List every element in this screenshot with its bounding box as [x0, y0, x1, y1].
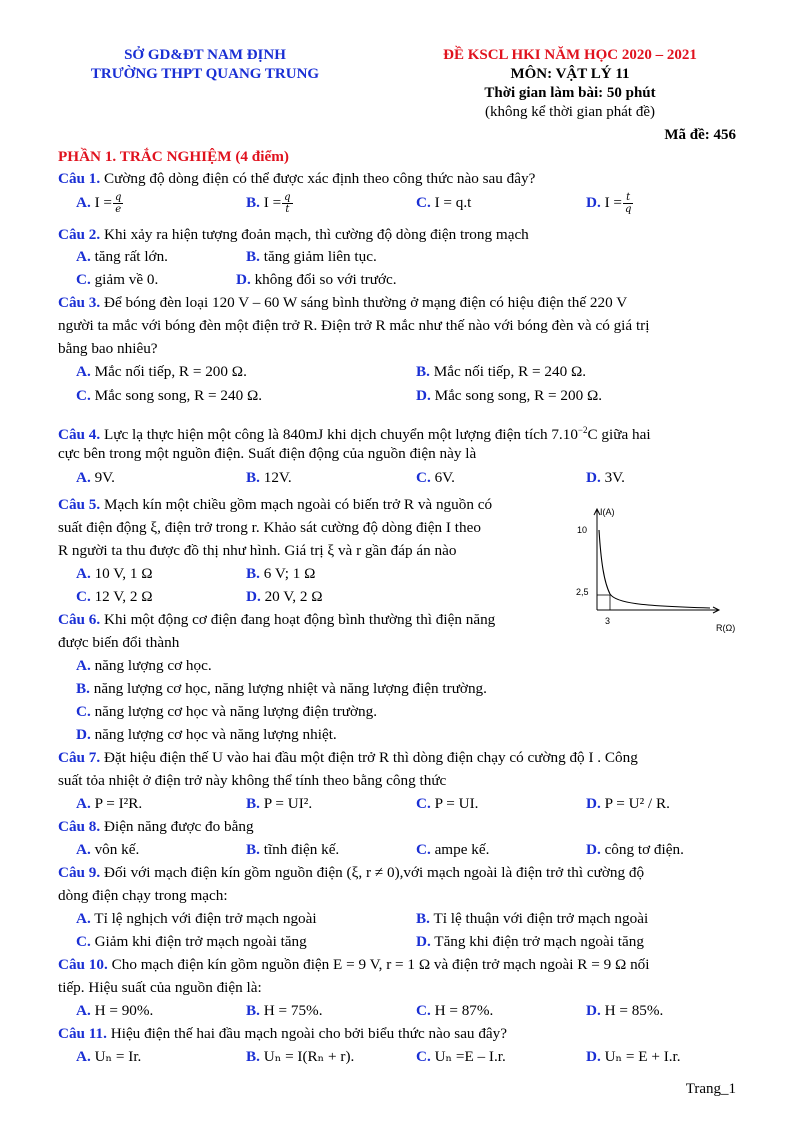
option-a[interactable]: A. 10 V, 1 Ω	[76, 565, 153, 582]
option-c[interactable]: C. Mắc song song, R = 240 Ω.	[76, 387, 263, 404]
question-7: Câu 7. Đặt hiệu điện thế U vào hai đầu một điện trở R thì dòng điện chạy có cường độ I . Công	[58, 749, 638, 766]
graph-ylabel: I(A)	[600, 507, 615, 517]
option-a[interactable]: A. tăng rất lớn.	[76, 248, 168, 265]
option-b[interactable]: B. 6 V; 1 Ω	[246, 565, 316, 582]
option-b[interactable]: B. I = $\frac{q}{t}$	[246, 192, 291, 216]
option-b[interactable]: B. Tỉ lệ thuận với điện trở mạch ngoài	[416, 910, 649, 927]
question-text: Cường độ dòng điện có thể được xác định theo công thức nào sau đây?	[100, 170, 536, 187]
option-b[interactable]: B. P = UI².	[246, 795, 313, 812]
option-a[interactable]: A. I = $\frac{q}{e}$	[76, 192, 122, 216]
exam-time: Thời gian làm bài: 50 phút	[484, 85, 656, 101]
option-b[interactable]: B. tăng giảm liên tục.	[246, 248, 377, 265]
option-c[interactable]: C. H = 87%.	[416, 1002, 494, 1019]
question-5-line3: R người ta thu được đồ thị như hình. Giá trị ξ và r gần đáp án nào	[58, 542, 457, 559]
exam-note: (không kể thời gian phát đề)	[485, 104, 655, 120]
question-10-line2: tiếp. Hiệu suất của nguồn điện là:	[58, 979, 262, 996]
option-d[interactable]: D. I = $\frac{t}{q}$	[586, 192, 632, 216]
option-c[interactable]: C. Uₙ =E – I.r.	[416, 1048, 506, 1065]
question-11: Câu 11. Hiệu điện thế hai đầu mạch ngoài cho bởi biểu thức nào sau đây?	[58, 1025, 507, 1042]
graph-y10-label: 10	[577, 525, 588, 535]
option-a[interactable]: A. Uₙ = Ir.	[76, 1048, 142, 1065]
question-3-line3: bằng bao nhiêu?	[58, 340, 158, 357]
question-3-line2: người ta mắc với bóng đèn một điện trở R. Điện trở R mắc như thế nào với bóng đèn và có giá trị	[58, 317, 650, 334]
header-right	[370, 46, 770, 122]
exam-code: Mã đề: 456	[664, 127, 736, 143]
question-1	[58, 168, 738, 190]
option-a[interactable]: A. Mắc nối tiếp, R = 200 Ω.	[76, 363, 247, 380]
section-title: PHẦN 1. TRẮC NGHIỆM (4 điểm)	[58, 148, 289, 165]
question-6-line2: được biến đổi thành	[58, 634, 180, 651]
option-d[interactable]: D. P = U² / R.	[586, 795, 670, 812]
option-c[interactable]: C. 12 V, 2 Ω	[76, 588, 153, 605]
option-d[interactable]: D. Mắc song song, R = 200 Ω.	[416, 387, 603, 404]
question-8: Câu 8. Điện năng được đo bằng	[58, 818, 254, 835]
option-b[interactable]: B. Uₙ = I(Rₙ + r).	[246, 1048, 355, 1065]
option-b[interactable]: B. 12V.	[246, 469, 292, 486]
question-2: Câu 2. Khi xảy ra hiện tượng đoản mạch, thì cường độ dòng điện trong mạch	[58, 226, 529, 243]
option-c[interactable]: C. 6V.	[416, 469, 455, 486]
option-a[interactable]: A. P = I²R.	[76, 795, 143, 812]
subject-title: MÔN: VẬT LÝ 11	[510, 66, 630, 82]
option-c[interactable]: C. P = UI.	[416, 795, 479, 812]
question-5: Câu 5. Mạch kín một chiều gồm mạch ngoài có biến trở R và nguồn có	[58, 496, 493, 513]
graph-x3-label: 3	[605, 616, 611, 626]
option-d[interactable]: D. công tơ điện.	[586, 841, 684, 858]
question-7-line2: suất tỏa nhiệt ở điện trở này không thể tính theo bằng công thức	[58, 772, 447, 789]
question-9-line2: dòng điện chạy trong mạch:	[58, 887, 228, 904]
graph-y25-label: 2,5	[576, 587, 589, 597]
option-a[interactable]: A. 9V.	[76, 469, 115, 486]
option-c[interactable]: C. ampe kế.	[416, 841, 490, 858]
page-footer: Trang_1	[685, 1081, 736, 1097]
option-c[interactable]: C. I = q.t	[416, 194, 472, 211]
graph-xlabel: R(Ω)	[716, 623, 736, 633]
option-d[interactable]: D. không đổi so với trước.	[236, 271, 397, 288]
question-3: Câu 3. Để bóng đèn loại 120 V – 60 W sáng bình thường ở mạng điện có hiệu điện thế 220 V	[58, 294, 628, 311]
question-4-line2: cực bên trong một nguồn điện. Suất điện động của nguồn điện này là	[58, 445, 477, 462]
option-d[interactable]: D. H = 85%.	[586, 1002, 664, 1019]
school-name: TRƯỜNG THPT QUANG TRUNG	[90, 66, 320, 82]
option-d[interactable]: D. 3V.	[586, 469, 625, 486]
option-b[interactable]: B. Mắc nối tiếp, R = 240 Ω.	[416, 363, 587, 380]
header-left	[60, 46, 350, 84]
option-b[interactable]: B. H = 75%.	[246, 1002, 323, 1019]
option-c[interactable]: C. giảm về 0.	[76, 271, 159, 288]
option-a[interactable]: A. H = 90%.	[76, 1002, 154, 1019]
exam-title: ĐỀ KSCL HKI NĂM HỌC 2020 – 2021	[443, 47, 697, 63]
graph-curve	[599, 530, 710, 608]
option-d[interactable]: D. Uₙ = E + I.r.	[586, 1048, 681, 1065]
question-10: Câu 10. Cho mạch điện kín gồm nguồn điện E = 9 V, r = 1 Ω và điện trở mạch ngoài R = 9 Ω nối	[58, 956, 650, 973]
question-4: Câu 4. Lực lạ thực hiện một công là 840mJ khi dịch chuyển một lượng điện tích $7.10^{-2}C$ giữa hai	[58, 425, 651, 444]
option-b[interactable]: B. tĩnh điện kế.	[246, 841, 340, 858]
question-5-line2: suất điện động ξ, điện trở trong r. Khảo sát cường độ dòng điện I theo	[58, 519, 481, 536]
option-c[interactable]: C. Giảm khi điện trở mạch ngoài tăng	[76, 933, 307, 950]
graph-axes	[594, 509, 719, 613]
option-d[interactable]: D. 20 V, 2 Ω	[246, 588, 323, 605]
option-a[interactable]: A. Tỉ lệ nghịch với điện trở mạch ngoài	[76, 910, 317, 927]
question-9: Câu 9. Đối với mạch điện kín gồm nguồn điện (ξ, r ≠ 0),với mạch ngoài là điện trở thì cường độ	[58, 864, 645, 881]
option-d[interactable]: D. Tăng khi điện trở mạch ngoài tăng	[416, 933, 644, 950]
option-a[interactable]: A. vôn kế.	[76, 841, 140, 858]
question-6: Câu 6. Khi một động cơ điện đang hoạt động bình thường thì điện năng	[58, 611, 496, 628]
department-name: SỞ GD&ĐT NAM ĐỊNH	[124, 47, 286, 63]
question-label: Câu 1.	[58, 170, 101, 187]
